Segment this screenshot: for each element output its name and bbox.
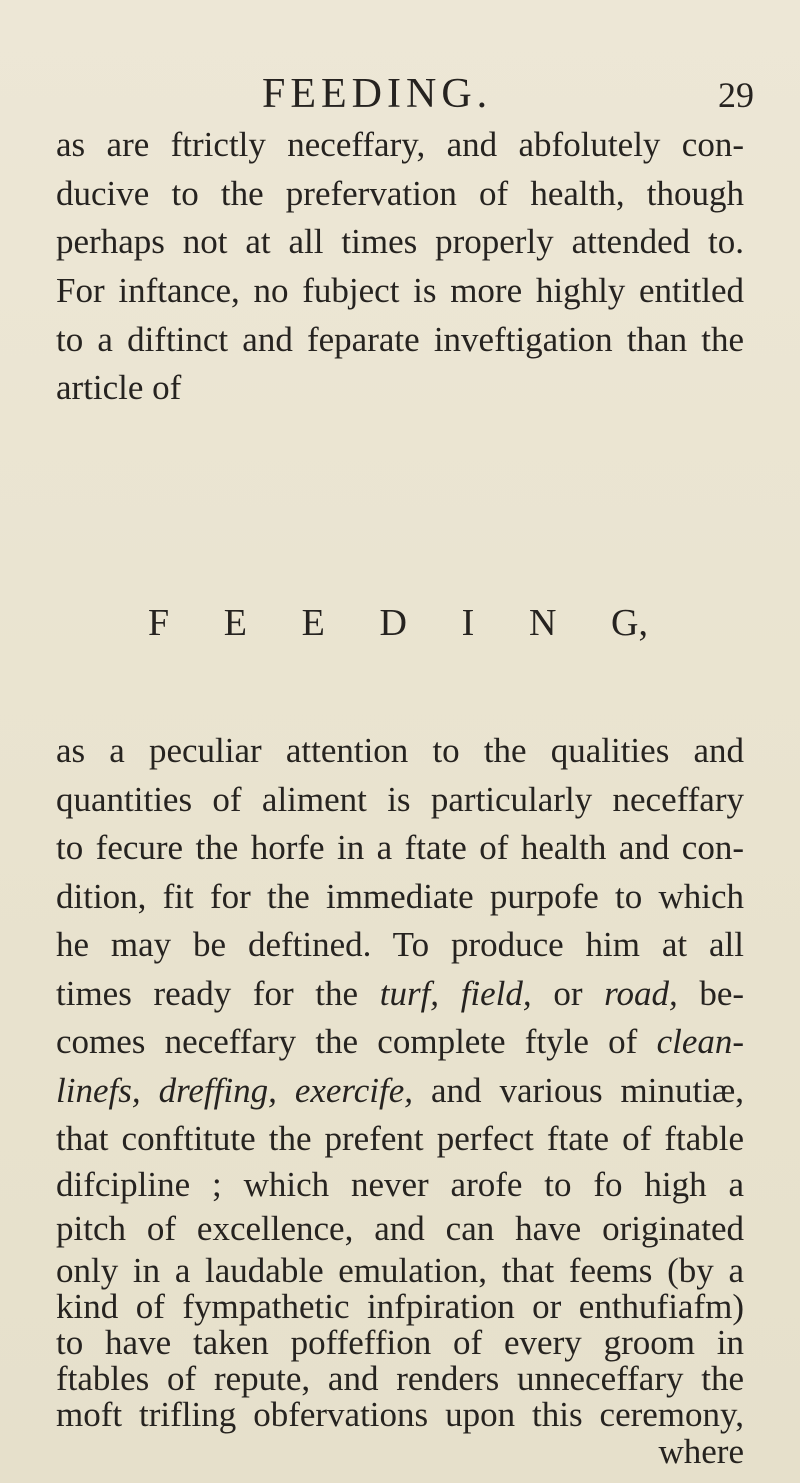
italic-word: linefs,	[56, 1071, 141, 1110]
text-line	[0, 728, 800, 774]
text-line-content: that conftitute the prefent perfect ftate of ftable	[56, 1119, 744, 1158]
text-line-content: perhaps not at all times properly attended to.	[56, 222, 744, 261]
text-line-content: moft trifling obfervations upon this ceremony,	[56, 1395, 744, 1434]
text-fragment: be-	[699, 974, 745, 1013]
text-line	[0, 171, 800, 217]
text-fragment: comes neceffary the complete ftyle of	[56, 1022, 638, 1061]
text-line-content: dition, fit for the immediate purpofe to which	[56, 877, 744, 916]
text-line	[0, 219, 800, 265]
text-line	[0, 268, 800, 314]
text-line	[0, 122, 800, 168]
text-line-content: pitch of excellence, and can have originated	[56, 1209, 744, 1248]
text-line	[0, 1116, 800, 1162]
text-line	[0, 1206, 800, 1252]
text-line	[0, 777, 800, 823]
italic-word: clean-	[656, 1022, 745, 1061]
text-line-content: ducive to the prefervation of health, though	[56, 174, 744, 213]
text-line	[0, 365, 800, 411]
text-line-content: article of	[56, 368, 182, 407]
text-line	[0, 1068, 800, 1114]
running-head	[0, 64, 800, 120]
text-line-content: as are ftrictly neceffary, and abfolutely con-	[56, 125, 744, 164]
italic-word: exercife,	[294, 1071, 414, 1110]
text-line	[0, 1162, 800, 1208]
text-line-content: to a diftinct and feparate inveftigation than the	[56, 320, 744, 359]
text-line-content: he may be deftined. To produce him at all	[56, 925, 744, 964]
italic-word: turf,	[379, 974, 440, 1013]
text-fragment: times ready for the	[56, 974, 359, 1013]
text-line	[0, 971, 800, 1017]
text-line-content: quantities of aliment is particularly neceffary	[56, 780, 744, 819]
text-line	[0, 825, 800, 871]
catchword-line	[0, 1432, 800, 1472]
text-line-content	[56, 1019, 744, 1065]
text-line	[0, 874, 800, 920]
italic-word: field,	[460, 974, 532, 1013]
text-line	[0, 922, 800, 968]
section-heading: F E E D I N G,	[148, 602, 648, 644]
running-head-title: FEEDING.	[262, 71, 493, 117]
text-line-content: For inftance, no fubject is more highly entitled	[56, 271, 744, 310]
text-line-content: as a peculiar attention to the qualities and	[56, 731, 744, 770]
text-fragment: and various minutiæ,	[431, 1071, 745, 1110]
text-line	[0, 1019, 800, 1065]
catchword: where	[658, 1432, 744, 1471]
text-line-content	[56, 971, 744, 1017]
italic-word: dreffing,	[158, 1071, 277, 1110]
page-number: 29	[718, 75, 754, 115]
text-line-content: to fecure the horfe in a ftate of health and con-	[56, 828, 744, 867]
text-line-content: difcipline ; which never arofe to fo high a	[56, 1165, 744, 1204]
italic-word: road,	[604, 974, 678, 1013]
text-line-content: to have taken poffeffion of every groom in	[56, 1323, 744, 1362]
text-line-content	[56, 1068, 744, 1114]
text-line-content: only in a laudable emulation, that feems (by a	[56, 1251, 744, 1290]
text-fragment: or	[553, 974, 583, 1013]
text-line	[0, 317, 800, 363]
text-line-content: kind of fympathetic infpiration or enthufiafm)	[56, 1287, 744, 1326]
text-line-content: ftables of repute, and renders unneceffary the	[56, 1359, 744, 1398]
